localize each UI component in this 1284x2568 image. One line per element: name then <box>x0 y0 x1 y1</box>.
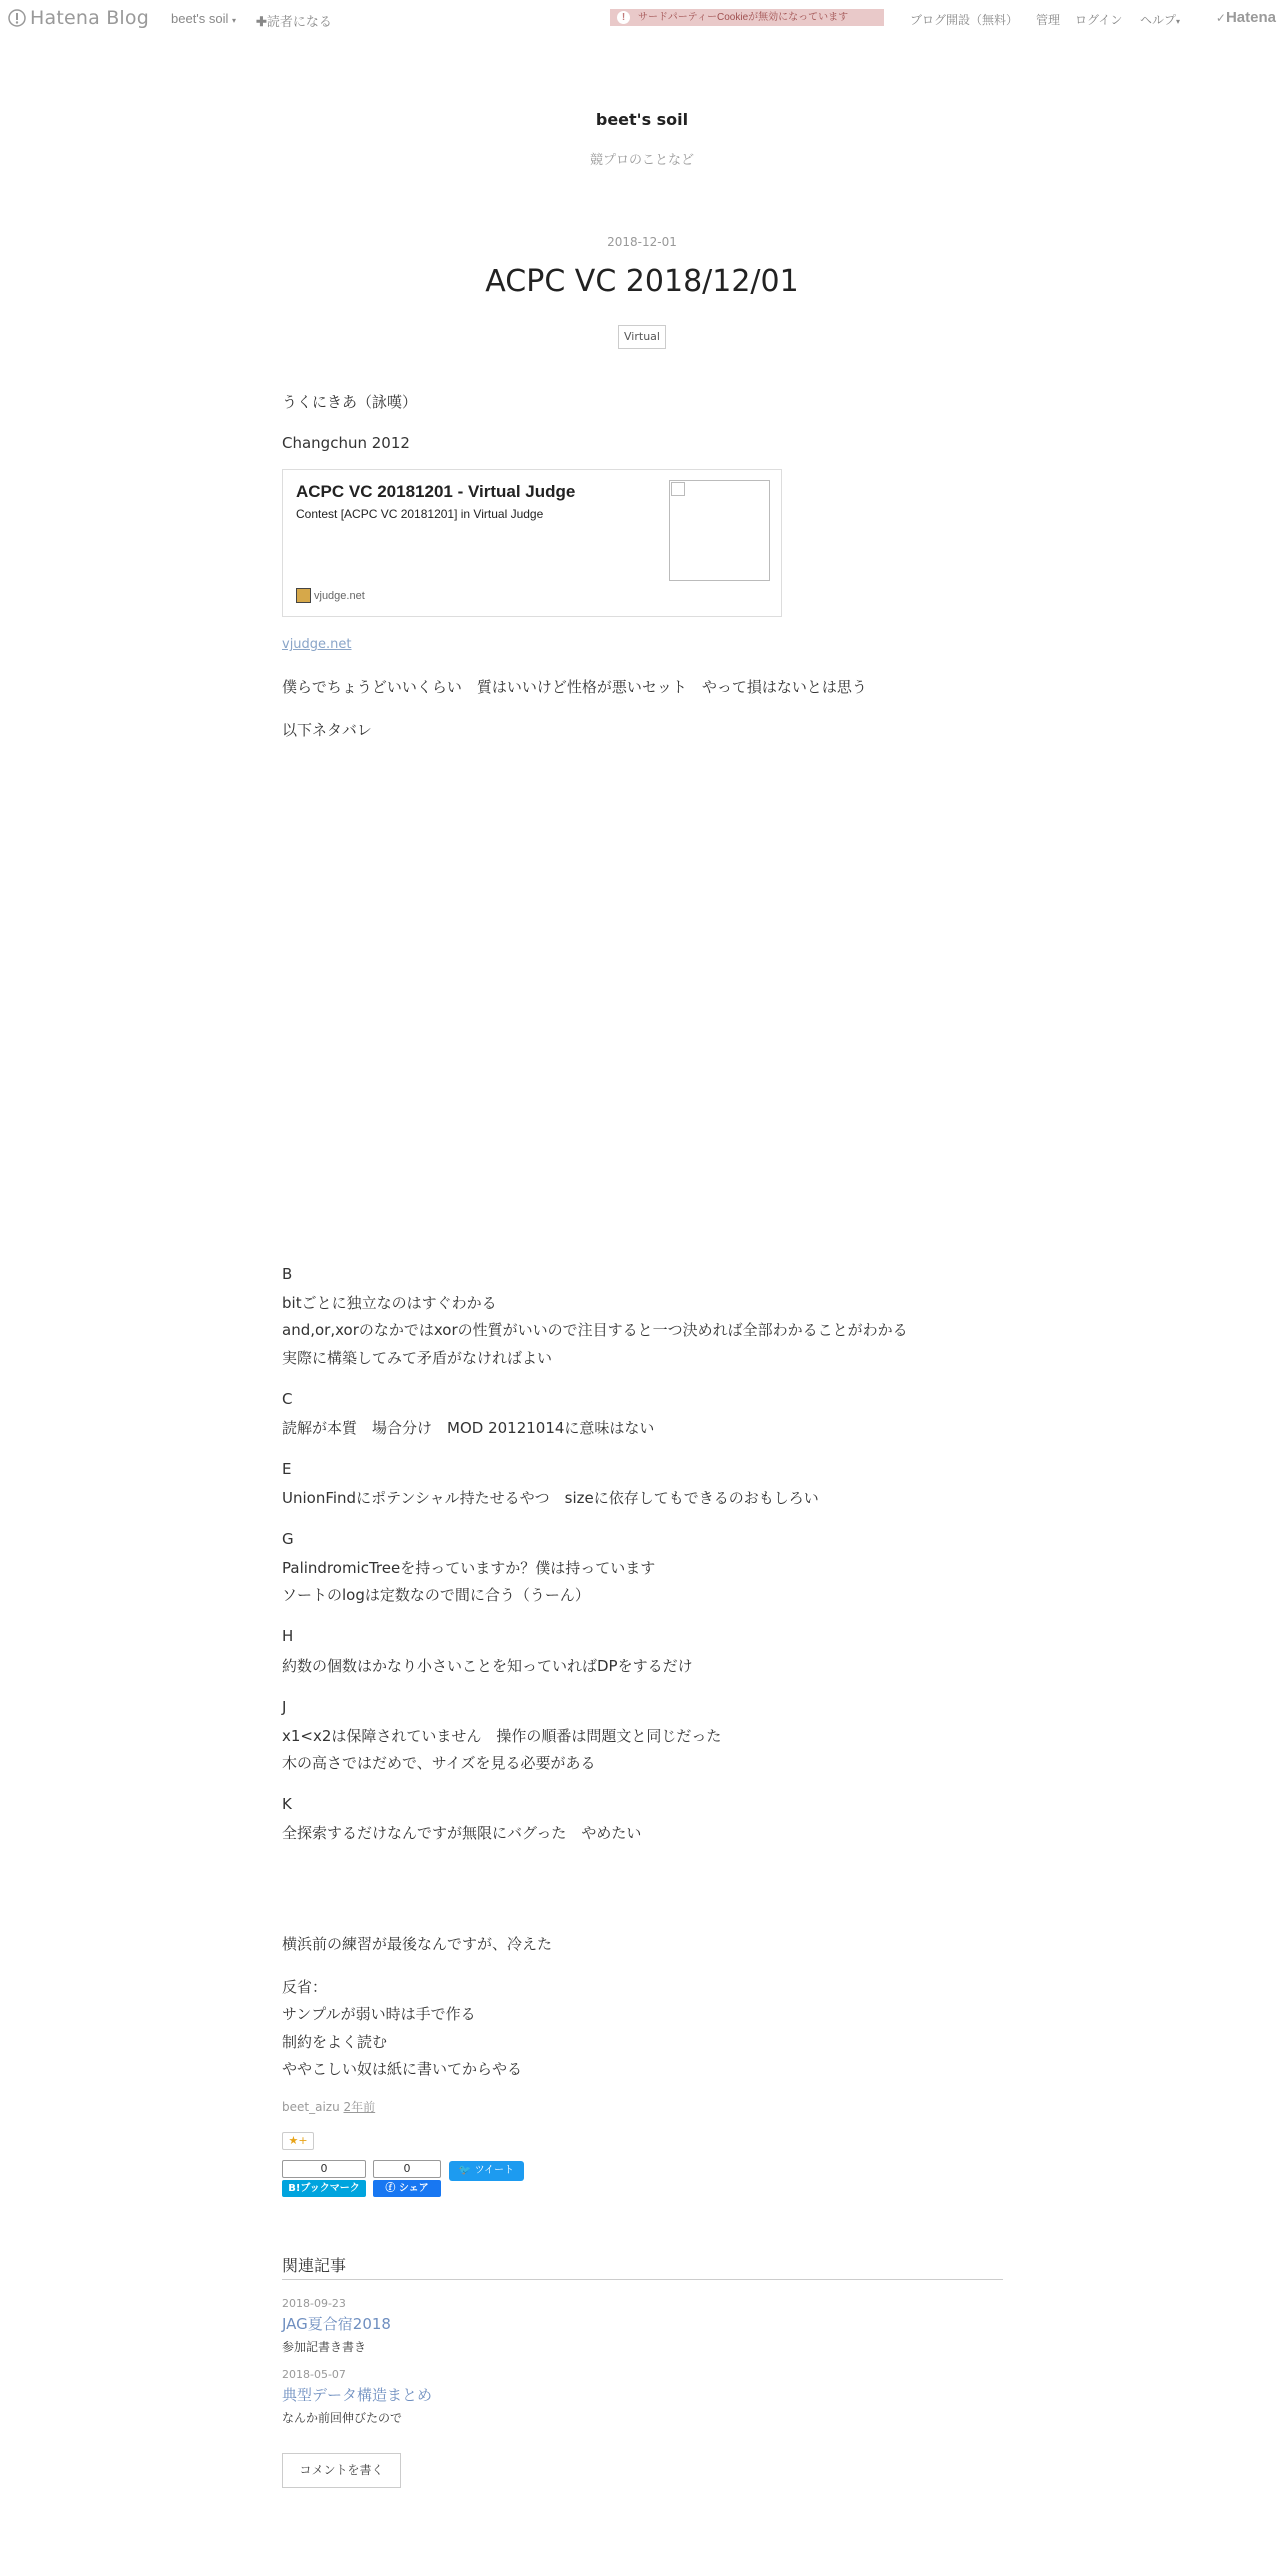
facebook-share-button[interactable] <box>373 2160 441 2197</box>
embed-card[interactable] <box>282 469 782 617</box>
section-label: G <box>282 1530 294 1548</box>
blog-menu-label: beet's soil <box>171 11 229 26</box>
section-label: K <box>282 1795 292 1813</box>
embed-site[interactable] <box>296 588 365 603</box>
blog-menu-button[interactable] <box>171 11 236 26</box>
hatena-blog-logo-text: Hatena Blog <box>30 7 149 29</box>
blog-description: 競プロのことなど <box>589 153 694 168</box>
twitter-bird-icon: 🐦 <box>458 2165 472 2176</box>
section-line: PalindromicTreeを持っていますか？僕は持っています <box>282 1559 656 1577</box>
embed-description: Contest [ACPC VC 20181201] in Virtual Judge <box>296 507 544 521</box>
vjudge-favicon-icon <box>296 588 311 603</box>
section-line: 約数の個数はかなり小さいことを知っていればDPをするだけ <box>282 1657 693 1675</box>
share-label: シェア <box>398 2183 429 2194</box>
admin-link[interactable]: 管理 <box>1036 13 1061 27</box>
cookie-warning-text: サードパーティーCookieが無効になっています <box>638 12 849 23</box>
related-desc: なんか前回伸びたので <box>282 2411 403 2425</box>
post-meta <box>282 2098 375 2115</box>
plus-icon: ✚ <box>256 14 267 29</box>
reflection-line: 制約をよく読む <box>282 2033 388 2051</box>
section-label: H <box>282 1627 294 1645</box>
related-title[interactable]: 典型データ構造まとめ <box>282 2386 433 2404</box>
section-label: B <box>282 1265 293 1283</box>
related-heading: 関連記事 <box>282 2256 347 2275</box>
section-line: x1<x2は保障されていません 操作の順番は問題文と同じだった <box>282 1727 722 1745</box>
section-label: J <box>282 1698 287 1716</box>
hatena-logo-text: Hatena <box>1225 9 1276 26</box>
hatena-blog-icon <box>8 9 26 27</box>
related-desc: 参加記書き書き <box>282 2340 367 2354</box>
write-comment-button[interactable]: コメントを書く <box>282 2453 401 2488</box>
tweet-label: ツイート <box>474 2165 515 2176</box>
section-line: bitごとに独立なのはすぐわかる <box>282 1294 497 1312</box>
caret-down-icon: ▾ <box>1176 17 1181 26</box>
section-label: C <box>282 1390 293 1408</box>
section-line: UnionFindにポテンシャル持たせるやつ sizeに依存してもできるのおもしろい <box>282 1489 819 1507</box>
section-line: ソートのlogは定数なので間に合う（うーん） <box>282 1586 590 1604</box>
broken-image-icon <box>671 482 685 496</box>
hatena-bird-icon: ✓ <box>1215 11 1226 25</box>
subscribe-button[interactable] <box>256 11 332 30</box>
intro-line: Changchun 2012 <box>282 434 410 452</box>
intro-line: うくにきあ（詠嘆） <box>282 393 418 411</box>
bookmark-label: B!ブックマーク <box>282 2180 366 2197</box>
login-link[interactable]: ログイン <box>1075 13 1123 27</box>
facebook-icon: ⓕ <box>385 2183 396 2194</box>
related-title[interactable]: JAG夏合宿2018 <box>282 2315 391 2333</box>
section-line: 実際に構築してみて矛盾がなければよい <box>282 1349 553 1367</box>
permalink-ago[interactable]: 2年前 <box>343 2100 376 2114</box>
open-blog-link[interactable]: ブログ開設（無料） <box>910 13 1019 27</box>
share-label-wrap <box>373 2180 441 2197</box>
spoiler-text: 以下ネタバレ <box>282 721 372 739</box>
section-line: 読解が本質 場合分け MOD 20121014に意味はない <box>282 1419 655 1437</box>
section-line: 木の高さではだめで、サイズを見る必要がある <box>282 1754 596 1772</box>
hatena-logo[interactable] <box>1216 9 1276 26</box>
share-count: 0 <box>373 2160 441 2178</box>
tweet-button[interactable] <box>449 2161 524 2181</box>
warning-icon: ! <box>617 11 630 24</box>
closing-text: 横浜前の練習が最後なんですが、冷えた <box>282 1935 553 1953</box>
related-divider <box>282 2279 1003 2280</box>
help-menu[interactable] <box>1140 11 1180 28</box>
post-date[interactable]: 2018-12-01 <box>607 235 677 249</box>
reflection-line: サンプルが弱い時は手で作る <box>282 2005 476 2023</box>
help-label: ヘルプ <box>1140 13 1177 27</box>
blog-title[interactable]: beet's soil <box>595 110 689 129</box>
category-badge[interactable]: Virtual <box>618 325 666 349</box>
embed-thumbnail <box>669 480 770 581</box>
related-date: 2018-05-07 <box>282 2368 346 2381</box>
summary-text: 僕らでちょうどいいくらい 質はいいけど性格が悪いセット やって損はないとは思う <box>282 678 867 696</box>
section-line: 全探索するだけなんですが無限にバグった やめたい <box>282 1824 642 1842</box>
section-line: and,or,xorのなかではxorの性質がいいので注目すると一つ決めれば全部わかることがわかる <box>282 1321 908 1339</box>
add-star-button[interactable]: ★+ <box>282 2132 314 2150</box>
vjudge-link[interactable]: vjudge.net <box>282 637 352 652</box>
author-link[interactable]: beet_aizu <box>282 2100 340 2114</box>
hatena-bookmark-button[interactable] <box>282 2160 366 2197</box>
embed-site-label: vjudge.net <box>314 589 365 602</box>
section-label: E <box>282 1460 292 1478</box>
embed-title[interactable]: ACPC VC 20181201 - Virtual Judge <box>296 482 576 501</box>
hatena-blog-logo[interactable] <box>8 7 149 29</box>
bookmark-count: 0 <box>282 2160 366 2178</box>
cookie-warning[interactable] <box>610 9 884 26</box>
caret-down-icon: ▾ <box>232 16 237 25</box>
global-header <box>0 0 1284 38</box>
subscribe-label: 読者になる <box>266 14 332 29</box>
post-title[interactable]: ACPC VC 2018/12/01 <box>485 264 799 299</box>
reflection-line: ややこしい奴は紙に書いてからやる <box>282 2060 523 2078</box>
related-date: 2018-09-23 <box>282 2297 346 2310</box>
reflection-line: 反省： <box>282 1978 328 1996</box>
